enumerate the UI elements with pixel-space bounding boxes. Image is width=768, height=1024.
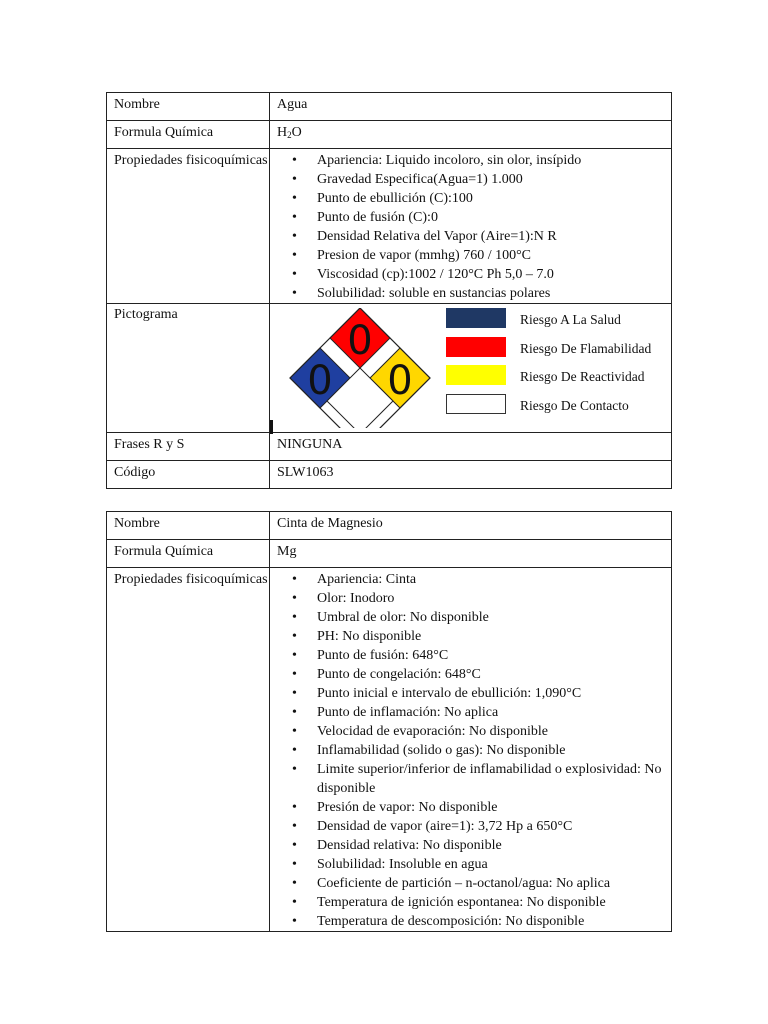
pictograma-cell xyxy=(270,304,672,433)
property-item: • Inflamabilidad (solido o gas): No disponible xyxy=(277,741,671,760)
property-item: • Coeficiente de partición – n-octanol/agua: No aplica xyxy=(277,874,671,893)
frases-value: NINGUNA xyxy=(270,433,672,461)
property-item: • PH: No disponible xyxy=(277,627,671,646)
formula-label: Formula Química xyxy=(107,540,270,568)
property-item: • Viscosidad (cp):1002 / 120°C Ph 5,0 – 7.0 xyxy=(277,265,671,284)
agua-table xyxy=(106,92,672,489)
formula-prefix: H xyxy=(277,125,288,140)
formula-suffix: O xyxy=(291,125,302,140)
property-item: • Solubilidad: Insoluble en agua xyxy=(277,855,671,874)
nombre-row xyxy=(107,93,672,121)
nombre-row xyxy=(107,512,672,540)
legend-swatch xyxy=(446,365,506,385)
codigo-label: Código xyxy=(107,461,270,489)
legend-text: Riesgo De Flamabilidad xyxy=(520,340,652,356)
nombre-value: Cinta de Magnesio xyxy=(270,512,672,540)
legend-item xyxy=(446,308,676,337)
propiedades-list xyxy=(277,570,671,931)
property-item: • Presion de vapor (mmhg) 760 / 100°C xyxy=(277,246,671,265)
pictograma-label: Pictograma xyxy=(107,304,270,433)
propiedades-label: Propiedades fisicoquímicas xyxy=(107,149,270,304)
property-item: • Punto de fusión (C):0 xyxy=(277,208,671,227)
formula-row xyxy=(107,121,672,149)
nombre-label: Nombre xyxy=(107,93,270,121)
frases-label: Frases R y S xyxy=(107,433,270,461)
frases-row xyxy=(107,433,672,461)
property-item: • Apariencia: Cinta xyxy=(277,570,671,589)
propiedades-value xyxy=(270,149,672,304)
legend-item xyxy=(446,337,676,366)
property-item: • Densidad relativa: No disponible xyxy=(277,836,671,855)
property-item: • Olor: Inodoro xyxy=(277,589,671,608)
nfpa-flammability-value: 0 xyxy=(347,318,373,364)
property-item: • Densidad Relativa del Vapor (Aire=1):N R xyxy=(277,227,671,246)
property-item: • Temperatura de descomposición: No disponible xyxy=(277,912,671,931)
property-item: • Apariencia: Liquido incoloro, sin olor, insípido xyxy=(277,151,671,170)
legend-swatch xyxy=(446,394,506,414)
nfpa-diamond xyxy=(283,308,437,428)
formula-subscript: 2 xyxy=(287,130,292,140)
property-item: • Temperatura de ignición espontanea: No disponible xyxy=(277,893,671,912)
property-item: • Limite superior/inferior de inflamabilidad o explosividad: No disponible xyxy=(277,760,671,798)
formula-value: Mg xyxy=(270,540,672,568)
property-item: • Punto de inflamación: No aplica xyxy=(277,703,671,722)
codigo-value: SLW1063 xyxy=(270,461,672,489)
propiedades-row xyxy=(107,149,672,304)
nfpa-reactivity-value: 0 xyxy=(387,358,413,404)
property-item: • Punto de fusión: 648°C xyxy=(277,646,671,665)
property-item: • Velocidad de evaporación: No disponible xyxy=(277,722,671,741)
legend-text: Riesgo A La Salud xyxy=(520,312,621,327)
formula-row xyxy=(107,540,672,568)
nombre-value: Agua xyxy=(270,93,672,121)
nombre-label: Nombre xyxy=(107,512,270,540)
property-item: • Umbral de olor: No disponible xyxy=(277,608,671,627)
propiedades-label: Propiedades fisicoquímicas xyxy=(107,568,270,932)
pictograma-row xyxy=(107,304,672,433)
legend-swatch xyxy=(446,308,506,328)
propiedades-row xyxy=(107,568,672,932)
legend-swatch xyxy=(446,337,506,357)
legend-text: Riesgo De Reactividad xyxy=(520,369,645,385)
property-item: • Gravedad Especifica(Agua=1) 1.000 xyxy=(277,170,671,189)
property-item: • Punto de ebullición (C):100 xyxy=(277,189,671,208)
legend-item xyxy=(446,394,676,423)
text-cursor xyxy=(270,420,273,434)
propiedades-list xyxy=(277,151,671,303)
property-item: • Punto inicial e intervalo de ebullición: 1,090°C xyxy=(277,684,671,703)
property-item: • Punto de congelación: 648°C xyxy=(277,665,671,684)
property-item: • Densidad de vapor (aire=1): 3,72 Hp a 650°C xyxy=(277,817,671,836)
property-item: • Presión de vapor: No disponible xyxy=(277,798,671,817)
magnesio-table xyxy=(106,511,672,932)
nfpa-health-value: 0 xyxy=(307,358,333,404)
formula-value xyxy=(270,121,672,149)
formula-label: Formula Química xyxy=(107,121,270,149)
property-item: • Solubilidad: soluble en sustancias polares xyxy=(277,284,671,303)
propiedades-value xyxy=(270,568,672,932)
codigo-row xyxy=(107,461,672,489)
hazard-legend xyxy=(446,308,676,422)
legend-item xyxy=(446,365,676,394)
legend-text: Riesgo De Contacto xyxy=(520,397,629,413)
